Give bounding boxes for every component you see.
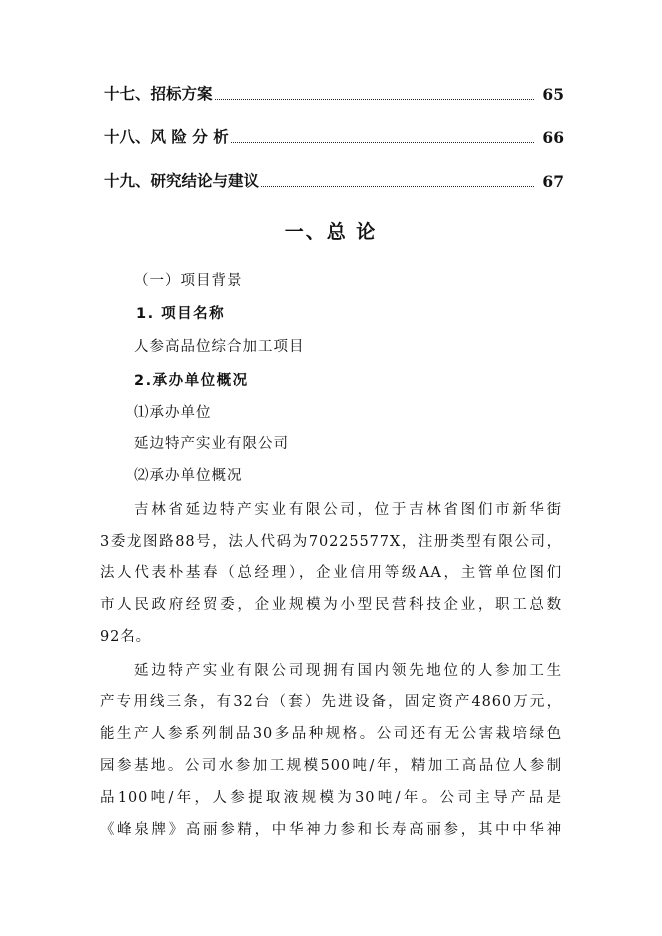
toc-leader-dots xyxy=(261,185,534,187)
toc-entry-page: 66 xyxy=(542,128,564,147)
paragraph-line: 法人代表朴基春（总经理），企业信用等级AA，主管单位图们 xyxy=(100,565,562,581)
paragraph-line: 产专用线三条，有32台（套）先进设备，固定资产4860万元， xyxy=(100,694,562,710)
sub-item-title: ⑵承办单位概况 xyxy=(134,468,243,484)
paragraph-line: 《峰泉牌》高丽参精，中华神力参和长寿高丽参，其中中华神 xyxy=(100,822,562,838)
paragraph-line: 能生产人参系列制品30多品种规格。公司还有无公害栽培绿色 xyxy=(100,726,562,742)
toc-entry[interactable] xyxy=(104,123,564,147)
paragraph-line: 吉林省延边特产实业有限公司，位于吉林省图们市新华街 xyxy=(134,502,562,518)
chapter-heading: 一、总 论 xyxy=(284,221,378,243)
toc-entry-page: 67 xyxy=(542,172,564,191)
toc-leader-dots xyxy=(215,98,534,100)
toc-entry-title: 十八、风 险 分 析 xyxy=(104,128,229,146)
paragraph-line: 延边特产实业有限公司现拥有国内领先地位的人参加工生 xyxy=(134,663,562,679)
toc-entry[interactable] xyxy=(104,80,564,104)
paragraph-line: 园参基地。公司水参加工规模500吨/年，精加工高品位人参制 xyxy=(100,758,562,774)
section-subheading: （一）项目背景 xyxy=(134,273,243,289)
toc-entry-title: 十七、招标方案 xyxy=(104,85,213,103)
toc-leader-dots xyxy=(231,141,534,143)
toc-entry-page: 65 xyxy=(542,85,564,104)
sub-item-title: ⑴承办单位 xyxy=(134,405,212,421)
paragraph-line: 92名。 xyxy=(100,629,152,645)
toc-entry[interactable] xyxy=(104,167,564,191)
item-title: 2.承办单位概况 xyxy=(134,373,249,389)
paragraph-line: 品100吨/年，人参提取液规模为30吨/年。公司主导产品是 xyxy=(100,790,562,806)
paragraph-line: 3委龙图路88号，法人代码为70225577X，注册类型有限公司， xyxy=(100,534,562,550)
sub-item-text: 延边特产实业有限公司 xyxy=(134,436,289,452)
paragraph-line: 市人民政府经贸委，企业规模为小型民营科技企业，职工总数 xyxy=(100,597,562,613)
item-text: 人参高品位综合加工项目 xyxy=(134,339,305,355)
item-title: 1. 项目名称 xyxy=(136,306,226,322)
toc-entry-title: 十九、研究结论与建议 xyxy=(104,172,260,190)
